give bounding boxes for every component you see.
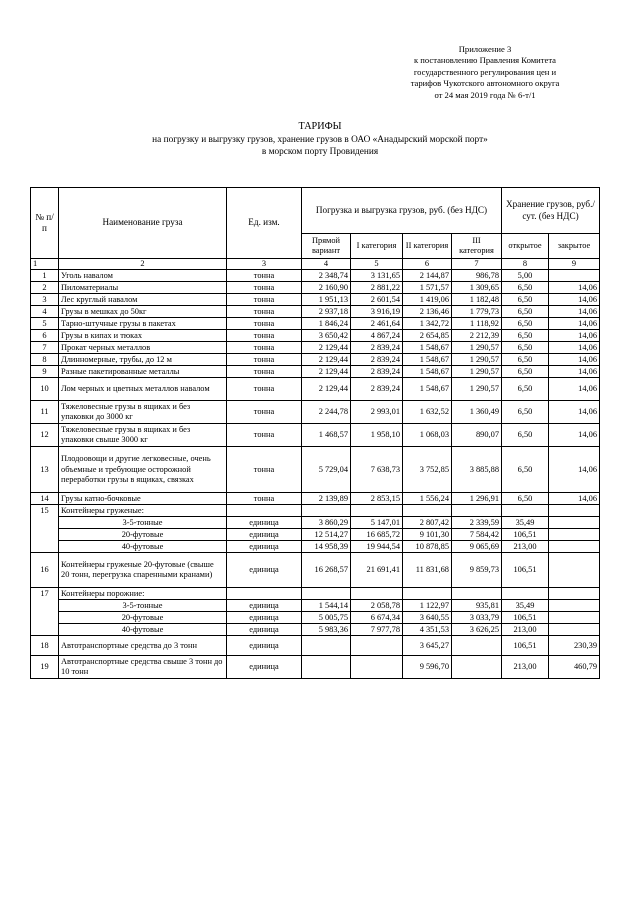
value-cell: 6,50: [502, 401, 549, 424]
value-cell: [549, 588, 600, 600]
value-cell: 1 419,06: [403, 294, 452, 306]
value-cell: 1 468,57: [302, 424, 351, 447]
value-cell: 2 058,78: [351, 600, 403, 612]
value-cell: [351, 636, 403, 656]
value-cell: 213,00: [502, 541, 549, 553]
title-subtitle: в морском порту Провидения: [261, 147, 379, 158]
value-cell: [502, 505, 549, 517]
unit-cell: единица: [227, 529, 302, 541]
header-storage: Хранение грузов, руб./сут. (без НДС): [502, 188, 600, 234]
value-cell: 1 118,92: [452, 318, 502, 330]
cargo-name: Прокат черных металлов: [59, 342, 227, 354]
row-number: [31, 612, 59, 624]
value-cell: 1 556,24: [403, 493, 452, 505]
cargo-name: 3-5-тонные: [59, 600, 227, 612]
header-unit: Ед. изм.: [227, 188, 302, 259]
value-cell: 1 846,24: [302, 318, 351, 330]
table-row: [31, 282, 600, 294]
row-number: 13: [31, 447, 59, 493]
header-closed: закрытое: [549, 234, 600, 259]
unit-cell: единица: [227, 517, 302, 529]
col-number: 5: [351, 259, 403, 270]
value-cell: 6,50: [502, 378, 549, 401]
value-cell: 2 881,22: [351, 282, 403, 294]
title-subtitle: на погрузку и выгрузку грузов, хранение грузов в ОАО «Анадырский морской порт»: [152, 134, 488, 145]
value-cell: 3 645,27: [403, 636, 452, 656]
unit-cell: тонна: [227, 294, 302, 306]
unit-cell: тонна: [227, 447, 302, 493]
value-cell: 5 147,01: [351, 517, 403, 529]
appendix-line: государственного регулирования цен и: [413, 66, 557, 77]
value-cell: 6,50: [502, 447, 549, 493]
cargo-name: 40-футовые: [59, 541, 227, 553]
value-cell: 14,06: [549, 330, 600, 342]
cargo-name: 20-футовые: [59, 612, 227, 624]
value-cell: 3 752,85: [403, 447, 452, 493]
value-cell: 2 160,90: [302, 282, 351, 294]
appendix-block: [360, 44, 610, 101]
cargo-name: Грузы в мешках до 50кг: [59, 306, 227, 318]
value-cell: 14,06: [549, 354, 600, 366]
unit-cell: единица: [227, 553, 302, 588]
table-row: [31, 656, 600, 679]
row-number: 19: [31, 656, 59, 679]
value-cell: 1 548,67: [403, 354, 452, 366]
value-cell: 2 136,46: [403, 306, 452, 318]
table-row: [31, 624, 600, 636]
value-cell: 12 514,27: [302, 529, 351, 541]
title-main: ТАРИФЫ: [298, 121, 342, 132]
value-cell: [549, 517, 600, 529]
value-cell: 14,06: [549, 401, 600, 424]
cargo-name: Длинномерные, трубы, до 12 м: [59, 354, 227, 366]
value-cell: 3 626,25: [452, 624, 502, 636]
col-number: 2: [59, 259, 227, 270]
row-number: 10: [31, 378, 59, 401]
value-cell: [549, 541, 600, 553]
cargo-name: Лес круглый навалом: [59, 294, 227, 306]
value-cell: 2 993,01: [351, 401, 403, 424]
value-cell: 1 548,67: [403, 366, 452, 378]
unit-cell: тонна: [227, 306, 302, 318]
value-cell: 6,50: [502, 294, 549, 306]
row-number: 1: [31, 270, 59, 282]
col-number: 3: [227, 259, 302, 270]
value-cell: 14,06: [549, 447, 600, 493]
value-cell: [452, 588, 502, 600]
value-cell: 9 065,69: [452, 541, 502, 553]
unit-cell: тонна: [227, 342, 302, 354]
cargo-name: Уголь навалом: [59, 270, 227, 282]
table-row: [31, 517, 600, 529]
value-cell: 2 129,44: [302, 366, 351, 378]
table-row: [31, 378, 600, 401]
value-cell: 2 654,85: [403, 330, 452, 342]
table-row: [31, 588, 600, 600]
table-row: [31, 493, 600, 505]
value-cell: 4 867,24: [351, 330, 403, 342]
value-cell: 5 005,75: [302, 612, 351, 624]
value-cell: 14,06: [549, 366, 600, 378]
unit-cell: тонна: [227, 330, 302, 342]
value-cell: 1 548,67: [403, 378, 452, 401]
value-cell: 1 958,10: [351, 424, 403, 447]
row-number: 12: [31, 424, 59, 447]
value-cell: 9 101,30: [403, 529, 452, 541]
value-cell: 14,06: [549, 294, 600, 306]
value-cell: 9 596,70: [403, 656, 452, 679]
value-cell: 460,79: [549, 656, 600, 679]
cargo-name: Автотранспортные средства свыше 3 тонн до 10 тонн: [59, 656, 227, 679]
table-row: [31, 505, 600, 517]
value-cell: [549, 600, 600, 612]
value-cell: 11 831,68: [403, 553, 452, 588]
value-cell: 2 853,15: [351, 493, 403, 505]
cargo-name: Автотранспортные средства до 3 тонн: [59, 636, 227, 656]
cargo-name: Контейнеры груженые 20-футовые (свыше 20 тонн, перегрузка спаренными кранами): [59, 553, 227, 588]
header-loading: Погрузка и выгрузка грузов, руб. (без НДС): [302, 188, 502, 234]
value-cell: 935,81: [452, 600, 502, 612]
unit-cell: [227, 505, 302, 517]
value-cell: 106,51: [502, 553, 549, 588]
value-cell: 6,50: [502, 424, 549, 447]
row-number: 2: [31, 282, 59, 294]
cargo-name: Тяжеловесные грузы в ящиках и без упаковки свыше 3000 кг: [59, 424, 227, 447]
row-number: 3: [31, 294, 59, 306]
value-cell: 1 296,91: [452, 493, 502, 505]
header-cat1: I категория: [351, 234, 403, 259]
value-cell: 6 674,34: [351, 612, 403, 624]
value-cell: [351, 505, 403, 517]
value-cell: 106,51: [502, 612, 549, 624]
unit-cell: [227, 588, 302, 600]
unit-cell: тонна: [227, 354, 302, 366]
header-cat3: III категория: [452, 234, 502, 259]
value-cell: 10 878,85: [403, 541, 452, 553]
col-number: 7: [452, 259, 502, 270]
value-cell: 6,50: [502, 342, 549, 354]
value-cell: 1 342,72: [403, 318, 452, 330]
header-direct: Прямой вариант: [302, 234, 351, 259]
value-cell: 2 129,44: [302, 354, 351, 366]
col-number: 9: [549, 259, 600, 270]
value-cell: 14,06: [549, 342, 600, 354]
row-number: [31, 529, 59, 541]
value-cell: 2 244,78: [302, 401, 351, 424]
document-title: [0, 121, 640, 159]
col-number: 1: [31, 259, 59, 270]
unit-cell: единица: [227, 600, 302, 612]
value-cell: 1 360,49: [452, 401, 502, 424]
value-cell: 35,49: [502, 517, 549, 529]
value-cell: 2 129,44: [302, 342, 351, 354]
unit-cell: единица: [227, 656, 302, 679]
value-cell: 3 650,42: [302, 330, 351, 342]
row-number: 11: [31, 401, 59, 424]
unit-cell: единица: [227, 636, 302, 656]
value-cell: 2 129,44: [302, 378, 351, 401]
unit-cell: тонна: [227, 378, 302, 401]
value-cell: 3 916,19: [351, 306, 403, 318]
value-cell: 2 461,64: [351, 318, 403, 330]
row-number: 18: [31, 636, 59, 656]
table-row: [31, 447, 600, 493]
cargo-name: Пиломатериалы: [59, 282, 227, 294]
col-number: 6: [403, 259, 452, 270]
value-cell: 14,06: [549, 378, 600, 401]
appendix-line: Приложение 3: [458, 44, 512, 54]
value-cell: 6,50: [502, 493, 549, 505]
value-cell: 1 571,57: [403, 282, 452, 294]
value-cell: [452, 636, 502, 656]
cargo-name: Контейнеры груженые:: [59, 505, 227, 517]
value-cell: 1 290,57: [452, 354, 502, 366]
table-row: [31, 318, 600, 330]
value-cell: 2 601,54: [351, 294, 403, 306]
table-row: [31, 354, 600, 366]
value-cell: 35,49: [502, 600, 549, 612]
value-cell: 14 958,39: [302, 541, 351, 553]
value-cell: 1 068,03: [403, 424, 452, 447]
cargo-name: Тяжеловесные грузы в ящиках и без упаковки до 3000 кг: [59, 401, 227, 424]
value-cell: 6,50: [502, 330, 549, 342]
appendix-line: от 24 мая 2019 года № 6-т/1: [434, 89, 536, 100]
value-cell: 5,00: [502, 270, 549, 282]
value-cell: 4 351,53: [403, 624, 452, 636]
col-number: 8: [502, 259, 549, 270]
value-cell: [549, 624, 600, 636]
table-row: [31, 553, 600, 588]
value-cell: 2 348,74: [302, 270, 351, 282]
value-cell: 1 182,48: [452, 294, 502, 306]
table-row: [31, 529, 600, 541]
value-cell: 7 584,42: [452, 529, 502, 541]
cargo-name: Разные пакетированные металлы: [59, 366, 227, 378]
value-cell: 3 033,79: [452, 612, 502, 624]
cargo-name: Грузы катно-бочковые: [59, 493, 227, 505]
row-number: 9: [31, 366, 59, 378]
value-cell: 19 944,54: [351, 541, 403, 553]
value-cell: 6,50: [502, 354, 549, 366]
value-cell: [452, 656, 502, 679]
value-cell: [549, 553, 600, 588]
unit-cell: единица: [227, 624, 302, 636]
value-cell: [351, 588, 403, 600]
value-cell: 1 632,52: [403, 401, 452, 424]
table-row: [31, 401, 600, 424]
row-number: [31, 517, 59, 529]
value-cell: [302, 636, 351, 656]
value-cell: 1 309,65: [452, 282, 502, 294]
value-cell: 106,51: [502, 636, 549, 656]
value-cell: [302, 505, 351, 517]
row-number: [31, 624, 59, 636]
unit-cell: тонна: [227, 424, 302, 447]
unit-cell: тонна: [227, 318, 302, 330]
value-cell: 1 290,57: [452, 342, 502, 354]
header-name: Наименование груза: [59, 188, 227, 259]
value-cell: 1 122,97: [403, 600, 452, 612]
cargo-name: Тарно-штучные грузы в пакетах: [59, 318, 227, 330]
value-cell: [403, 588, 452, 600]
value-cell: [549, 270, 600, 282]
column-number-row: [31, 259, 600, 270]
value-cell: 16 268,57: [302, 553, 351, 588]
value-cell: 3 885,88: [452, 447, 502, 493]
value-cell: 2 144,87: [403, 270, 452, 282]
value-cell: 6,50: [502, 366, 549, 378]
row-number: [31, 600, 59, 612]
value-cell: 14,06: [549, 306, 600, 318]
value-cell: [549, 505, 600, 517]
value-cell: [302, 656, 351, 679]
cargo-name: Контейнеры порожние:: [59, 588, 227, 600]
value-cell: 3 131,65: [351, 270, 403, 282]
cargo-name: 20-футовые: [59, 529, 227, 541]
row-number: 15: [31, 505, 59, 517]
value-cell: 2 839,24: [351, 342, 403, 354]
table-row: [31, 306, 600, 318]
table-row: [31, 294, 600, 306]
value-cell: 6,50: [502, 318, 549, 330]
table-row: [31, 424, 600, 447]
row-number: 17: [31, 588, 59, 600]
value-cell: [502, 588, 549, 600]
unit-cell: тонна: [227, 366, 302, 378]
header-cat2: II категория: [403, 234, 452, 259]
value-cell: 213,00: [502, 656, 549, 679]
row-number: [31, 541, 59, 553]
table-row: [31, 612, 600, 624]
appendix-line: к постановлению Правления Комитета: [413, 55, 556, 66]
value-cell: 3 860,29: [302, 517, 351, 529]
tariff-table: [30, 187, 600, 679]
appendix-line: тарифов Чукотского автономного округа: [410, 78, 560, 89]
value-cell: 3 640,55: [403, 612, 452, 624]
value-cell: 1 548,67: [403, 342, 452, 354]
value-cell: 213,00: [502, 624, 549, 636]
table-row: [31, 600, 600, 612]
value-cell: 2 937,18: [302, 306, 351, 318]
value-cell: 230,39: [549, 636, 600, 656]
row-number: 7: [31, 342, 59, 354]
row-number: 6: [31, 330, 59, 342]
unit-cell: единица: [227, 612, 302, 624]
table-row: [31, 541, 600, 553]
value-cell: [302, 588, 351, 600]
value-cell: 106,51: [502, 529, 549, 541]
unit-cell: единица: [227, 541, 302, 553]
value-cell: 14,06: [549, 424, 600, 447]
value-cell: 21 691,41: [351, 553, 403, 588]
value-cell: 1 290,57: [452, 378, 502, 401]
value-cell: 1 290,57: [452, 366, 502, 378]
value-cell: 5 729,04: [302, 447, 351, 493]
value-cell: 2 839,24: [351, 366, 403, 378]
row-number: 16: [31, 553, 59, 588]
value-cell: [452, 505, 502, 517]
value-cell: 1 779,73: [452, 306, 502, 318]
table-row: [31, 636, 600, 656]
value-cell: 14,06: [549, 282, 600, 294]
value-cell: 2 212,39: [452, 330, 502, 342]
row-number: 14: [31, 493, 59, 505]
row-number: 5: [31, 318, 59, 330]
value-cell: 6,50: [502, 282, 549, 294]
value-cell: 2 839,24: [351, 378, 403, 401]
value-cell: 9 859,73: [452, 553, 502, 588]
value-cell: [403, 505, 452, 517]
cargo-name: 40-футовые: [59, 624, 227, 636]
header-open: открытое: [502, 234, 549, 259]
value-cell: 890,07: [452, 424, 502, 447]
value-cell: 986,78: [452, 270, 502, 282]
cargo-name: Лом черных и цветных металлов навалом: [59, 378, 227, 401]
value-cell: 7 638,73: [351, 447, 403, 493]
row-number: 8: [31, 354, 59, 366]
value-cell: 7 977,78: [351, 624, 403, 636]
value-cell: 16 685,72: [351, 529, 403, 541]
col-number: 4: [302, 259, 351, 270]
value-cell: 2 839,24: [351, 354, 403, 366]
row-number: 4: [31, 306, 59, 318]
value-cell: 2 807,42: [403, 517, 452, 529]
unit-cell: тонна: [227, 282, 302, 294]
table-row: [31, 366, 600, 378]
value-cell: 2 339,59: [452, 517, 502, 529]
table-row: [31, 342, 600, 354]
cargo-name: Плодоовощи и другие легковесные, очень объемные и требующие осторожной переработки грузы в ящиках, связках: [59, 447, 227, 493]
value-cell: [549, 529, 600, 541]
unit-cell: тонна: [227, 401, 302, 424]
unit-cell: тонна: [227, 493, 302, 505]
unit-cell: тонна: [227, 270, 302, 282]
value-cell: 14,06: [549, 493, 600, 505]
cargo-name: Грузы в кипах и тюках: [59, 330, 227, 342]
value-cell: [549, 612, 600, 624]
value-cell: 2 139,89: [302, 493, 351, 505]
value-cell: 5 983,36: [302, 624, 351, 636]
value-cell: [351, 656, 403, 679]
cargo-name: 3-5-тонные: [59, 517, 227, 529]
value-cell: 14,06: [549, 318, 600, 330]
table-row: [31, 270, 600, 282]
header-num: № п/п: [31, 188, 59, 259]
value-cell: 6,50: [502, 306, 549, 318]
value-cell: 1 544,14: [302, 600, 351, 612]
table-row: [31, 330, 600, 342]
value-cell: 1 951,13: [302, 294, 351, 306]
